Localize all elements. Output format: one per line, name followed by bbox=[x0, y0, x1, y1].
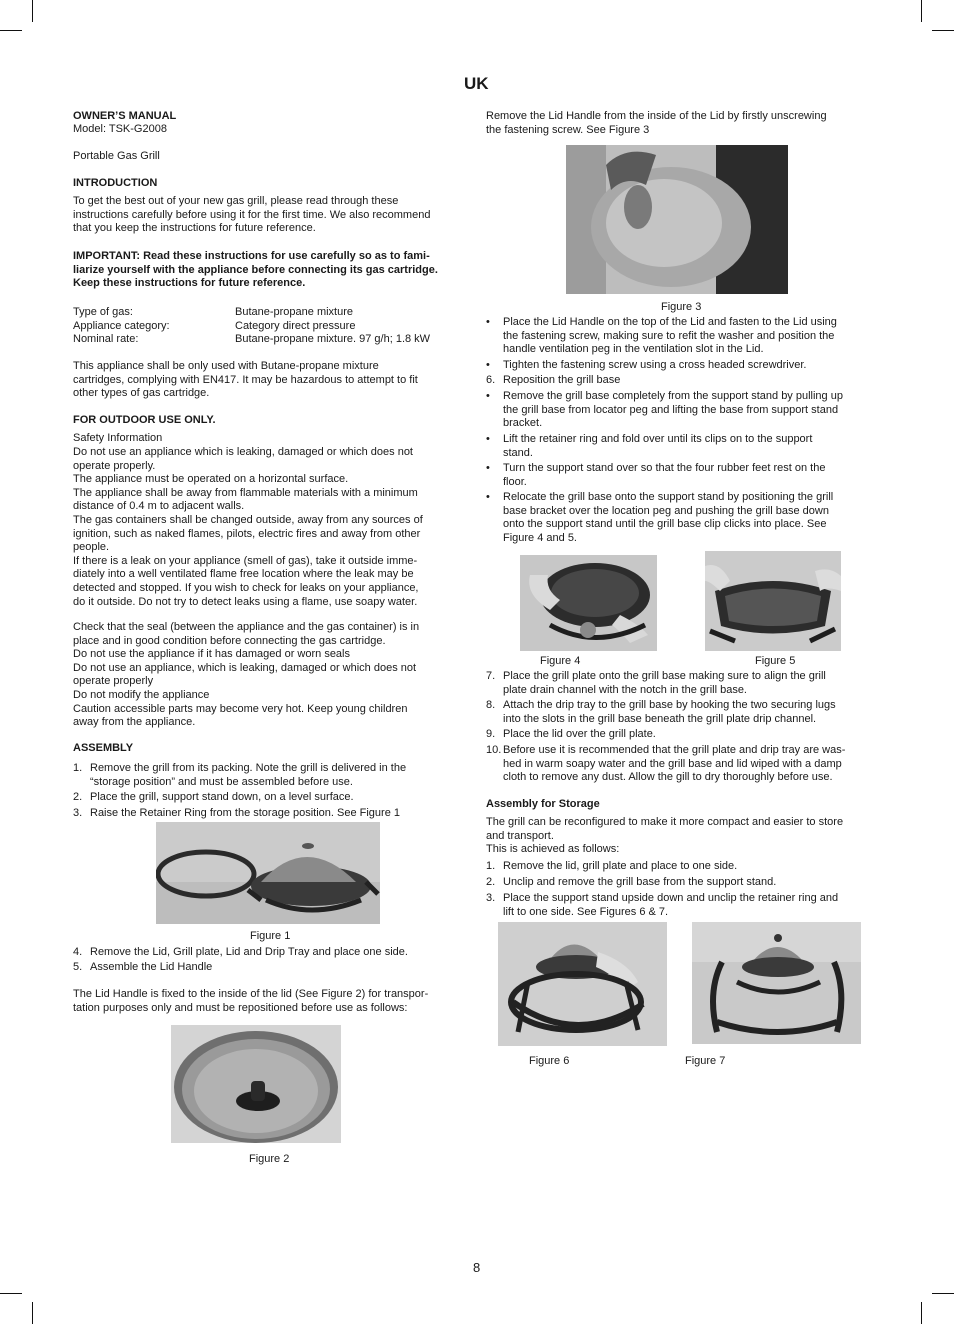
storage-text: The grill can be reconfigured to make it more compact and easier to store and transport. This is achieved as follows: bbox=[486, 816, 844, 856]
figure-3-image bbox=[566, 145, 788, 294]
figure-6-caption: Figure 6 bbox=[529, 1055, 570, 1067]
spec-row: Type of gas: Butane-propane mixture bbox=[73, 306, 354, 318]
figure-2-caption: Figure 2 bbox=[249, 1153, 290, 1165]
seal-check-text: Check that the seal (between the appliance and the gas container) is in place and in good condition before connecting the gas cartridge. Do not use the appliance if it has damaged or worn seals Do not use an appliance, which is leaking, damaged or which does not operate properly Do not modify the appliance Caution accessible parts may become very hot. Keep young children away from the appliance. bbox=[73, 621, 420, 729]
introduction-text: To get the best out of your new gas grill, please read through these instructions carefully before using it for the first time. We also recommend that you keep the instructions for future reference. bbox=[73, 195, 431, 235]
figure-1-caption: Figure 1 bbox=[250, 930, 291, 942]
figure-7-image bbox=[692, 922, 861, 1044]
important-notice: IMPORTANT: Read these instructions for use carefully so as to fami- liarize yourself with the appliance before connecting its gas cartridge. Keep these instructions for future reference. bbox=[73, 250, 438, 290]
outdoor-heading: FOR OUTDOOR USE ONLY. bbox=[73, 414, 216, 426]
list-item: • Remove the grill base completely from the support stand by pulling up the grill base from locator peg and lifting the base from support stand bracket. bbox=[486, 390, 843, 430]
safety-text: Do not use an appliance which is leaking, damaged or which does not operate properly. The appliance must be operated on a horizontal surface. The appliance shall be away from flammable materials with a minimum distance of 0.4 m to adjacent walls. The gas containers shall be changed outside, away from any sources of ignition, such as naked flames, pilots, electric fires and away from other people. If there is a leak on your appliance (smell of gas), take it outside imme- diately into a well ventilated flame free location where the leak may be detected and stopped. If you wish to check for leaks on your appliance, do it outside. Do not try to detect leaks using a flame, use soapy water. bbox=[73, 446, 423, 608]
owners-manual-heading: OWNER’S MANUAL bbox=[73, 110, 177, 122]
figure-3-caption: Figure 3 bbox=[661, 301, 702, 313]
list-item: 8. Attach the drip tray to the grill base by hooking the two securing lugs into the slots in the grill base beneath the grill plate drip channel. bbox=[486, 699, 836, 725]
crop-mark bbox=[32, 0, 33, 22]
list-item: 4. Remove the Lid, Grill plate, Lid and Drip Tray and place one side. bbox=[73, 946, 408, 958]
introduction-heading: INTRODUCTION bbox=[73, 177, 158, 189]
list-item: 2. Place the grill, support stand down, on a level surface. bbox=[73, 791, 354, 803]
model-number: Model: TSK-G2008 bbox=[73, 123, 167, 135]
list-item: • Tighten the fastening screw using a cross headed screwdriver. bbox=[486, 359, 807, 371]
figure-2-image bbox=[171, 1025, 341, 1143]
crop-mark bbox=[932, 1293, 954, 1294]
crop-mark bbox=[0, 30, 22, 31]
language-heading: UK bbox=[464, 74, 489, 93]
spec-table bbox=[73, 306, 473, 347]
figure-1-image bbox=[156, 822, 380, 924]
list-item: 1. Remove the grill from its packing. Note the grill is delivered in the “storage position” and must be assembled before use. bbox=[73, 762, 407, 788]
list-item: 7. Place the grill plate onto the grill base making sure to align the grill plate drain channel with the notch in the grill base. bbox=[486, 670, 826, 696]
list-item: 2. Unclip and remove the grill base from the support stand. bbox=[486, 876, 777, 888]
figure-7-caption: Figure 7 bbox=[685, 1055, 726, 1067]
list-item: • Place the Lid Handle on the top of the Lid and fasten to the Lid using the fastening screw, making sure to refit the washer and position the handle ventilation peg in the ventilation slot in the Lid. bbox=[486, 316, 837, 356]
list-item: 3. Raise the Retainer Ring from the storage position. See Figure 1 bbox=[73, 807, 400, 819]
list-item: • Lift the retainer ring and fold over until its clips on to the support stand. bbox=[486, 433, 813, 459]
figure-5-caption: Figure 5 bbox=[755, 655, 796, 667]
crop-mark bbox=[921, 1302, 922, 1324]
spec-row: Appliance category: Category direct pressure bbox=[73, 319, 356, 332]
crop-mark bbox=[0, 1293, 22, 1294]
lid-handle-removal-text: Remove the Lid Handle from the inside of the Lid by firstly unscrewing the fastening screw. See Figure 3 bbox=[486, 110, 827, 136]
storage-heading: Assembly for Storage bbox=[486, 798, 600, 810]
page-number: 8 bbox=[473, 1260, 481, 1275]
list-item: • Relocate the grill base onto the support stand by positioning the grill base bracket over the location peg and pushing the grill base down onto the support stand until the grill base clip clicks into place. See Figure 4 and 5. bbox=[486, 491, 834, 544]
product-name: Portable Gas Grill bbox=[73, 150, 160, 162]
safety-heading: Safety Information bbox=[73, 432, 163, 444]
assembly-heading: ASSEMBLY bbox=[73, 742, 134, 754]
figure-4-caption: Figure 4 bbox=[540, 655, 581, 667]
list-item: 1. Remove the lid, grill plate and place to one side. bbox=[486, 860, 738, 872]
crop-mark bbox=[32, 1302, 33, 1324]
lid-handle-text: The Lid Handle is fixed to the inside of the lid (See Figure 2) for transpor- tation purposes only and must be repositioned before use as follows: bbox=[73, 988, 429, 1014]
crop-mark bbox=[932, 30, 954, 31]
figure-4-image bbox=[520, 555, 657, 651]
list-item: 5. Assemble the Lid Handle bbox=[73, 961, 213, 973]
list-item: 3. Place the support stand upside down and unclip the retainer ring and lift to one side. See Figures 6 & 7. bbox=[486, 892, 839, 918]
crop-mark bbox=[921, 0, 922, 22]
figure-6-image bbox=[498, 922, 667, 1046]
list-item: 10. Before use it is recommended that the grill plate and drip tray are was- hed in warm soapy water and the grill base and lid wiped with a damp cloth to remove any dust. Allow the gill to dry thoroughly before use. bbox=[486, 744, 846, 784]
cartridge-text: This appliance shall be only used with Butane-propane mixture cartridges, complying with EN417. It may be hazardous to attempt to fit other types of gas cartridge. bbox=[73, 360, 418, 400]
list-item: 9. Place the lid over the grill plate. bbox=[486, 728, 656, 740]
list-item: 6. Reposition the grill base bbox=[486, 374, 621, 386]
figure-5-image bbox=[705, 551, 841, 651]
list-item: • Turn the support stand over so that the four rubber feet rest on the floor. bbox=[486, 462, 826, 488]
spec-row: Nominal rate: Butane-propane mixture. 97 g/h; 1.8 kW bbox=[73, 333, 431, 346]
